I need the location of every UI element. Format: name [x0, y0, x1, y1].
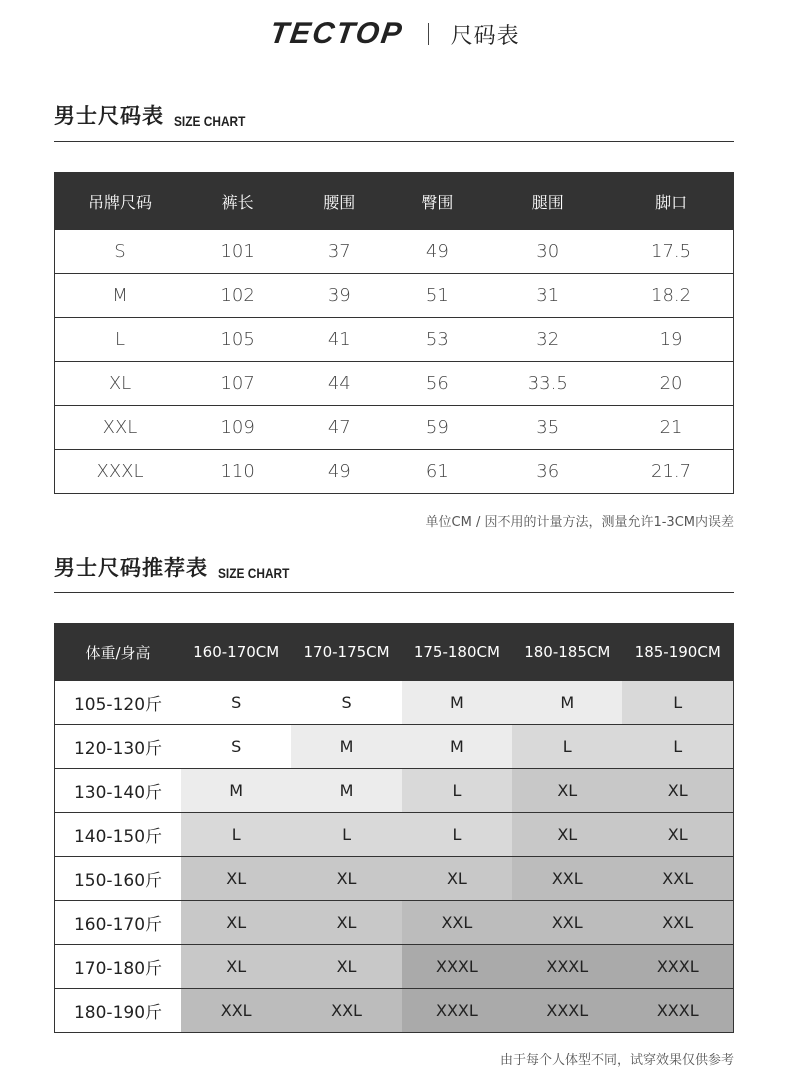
- measurement-cell: 59: [425, 417, 449, 438]
- recommended-size-cell: L: [291, 813, 401, 857]
- weight-range-cell: 150-160斤: [55, 857, 182, 901]
- recommended-size-cell: XL: [622, 813, 733, 857]
- measurement-cell: 109: [220, 417, 255, 438]
- measurement-cell: 53: [425, 329, 449, 350]
- recommend-chart-subtitle: SIZE CHART: [218, 565, 290, 581]
- table-row: [55, 274, 734, 318]
- measurement-cell: 36: [536, 461, 560, 482]
- measurement-cell: 31: [536, 285, 560, 306]
- header-divider: [428, 23, 429, 45]
- measurement-cell: 19: [659, 329, 683, 350]
- recommended-size-cell: XXL: [512, 901, 622, 945]
- recommended-size-cell: L: [181, 813, 291, 857]
- measurement-cell: 102: [220, 285, 255, 306]
- weight-range-cell: 120-130斤: [55, 725, 182, 769]
- page-title: 尺码表: [450, 23, 520, 49]
- size-chart-table: [54, 172, 734, 494]
- recommended-size-cell: XL: [622, 769, 733, 813]
- measurement-cell: 101: [220, 241, 255, 262]
- table-row: [55, 989, 734, 1033]
- measurement-cell: 39: [327, 285, 351, 306]
- recommended-size-cell: XXXL: [402, 945, 512, 989]
- recommended-size-cell: XXL: [291, 989, 401, 1033]
- measurement-cell: 21.7: [651, 461, 692, 482]
- recommend-column-header: 175-180CM: [402, 624, 512, 681]
- weight-range-cell: 140-150斤: [55, 813, 182, 857]
- size-chart-column-header: 腿围: [486, 173, 609, 230]
- recommended-size-cell: XXL: [512, 857, 622, 901]
- recommended-size-cell: XXXL: [512, 945, 622, 989]
- table-row: [55, 769, 734, 813]
- recommended-size-cell: XL: [291, 901, 401, 945]
- table-row: [55, 813, 734, 857]
- measurement-cell: 21: [659, 417, 683, 438]
- size-chart-column-header: 腰围: [290, 173, 388, 230]
- size-chart-header-row: [55, 173, 734, 230]
- recommended-size-cell: M: [402, 725, 512, 769]
- measurement-note: 单位CM / 因不用的计量方法，测量允许1-3CM内误差: [425, 515, 734, 530]
- measurement-cell: 56: [425, 373, 449, 394]
- recommended-size-cell: XL: [512, 769, 622, 813]
- recommended-size-cell: L: [402, 769, 512, 813]
- recommended-size-cell: L: [622, 681, 733, 725]
- measurement-cell: 17.5: [651, 241, 692, 262]
- table-row: [55, 901, 734, 945]
- recommended-size-cell: XXL: [622, 901, 733, 945]
- size-chart-column-header: 臀围: [388, 173, 486, 230]
- measurement-cell: 61: [425, 461, 449, 482]
- table-row: [55, 450, 734, 494]
- recommended-size-cell: M: [291, 725, 401, 769]
- weight-range-cell: 180-190斤: [55, 989, 182, 1033]
- table-row: [55, 406, 734, 450]
- recommended-size-cell: M: [291, 769, 401, 813]
- size-label-cell: M: [112, 285, 128, 306]
- recommend-column-header: 160-170CM: [181, 624, 291, 681]
- recommended-size-cell: L: [512, 725, 622, 769]
- recommend-column-header: 180-185CM: [512, 624, 622, 681]
- table-row: [55, 857, 734, 901]
- measurement-cell: 107: [220, 373, 255, 394]
- recommend-column-header: 185-190CM: [622, 624, 733, 681]
- recommended-size-cell: XXXL: [622, 945, 733, 989]
- size-chart-column-header: 裤长: [185, 173, 290, 230]
- measurement-cell: 41: [327, 329, 351, 350]
- table-row: [55, 725, 734, 769]
- size-label-cell: XL: [108, 373, 132, 394]
- measurement-cell: 32: [536, 329, 560, 350]
- measurement-cell: 51: [425, 285, 449, 306]
- measurement-cell: 30: [536, 241, 560, 262]
- table-row: [55, 230, 734, 274]
- measurement-cell: 49: [327, 461, 351, 482]
- recommend-chart-heading: [54, 552, 302, 582]
- size-chart-column-header: 吊牌尺码: [55, 173, 186, 230]
- recommended-size-cell: L: [622, 725, 733, 769]
- recommended-size-cell: XL: [181, 945, 291, 989]
- recommend-chart-table: [54, 623, 734, 1033]
- size-label-cell: S: [114, 241, 126, 262]
- recommended-size-cell: L: [402, 813, 512, 857]
- measurement-cell: 35: [536, 417, 560, 438]
- size-label-cell: XXL: [102, 417, 138, 438]
- recommended-size-cell: M: [512, 681, 622, 725]
- measurement-cell: 47: [327, 417, 351, 438]
- recommended-size-cell: XL: [402, 857, 512, 901]
- weight-range-cell: 170-180斤: [55, 945, 182, 989]
- table-row: [55, 362, 734, 406]
- recommend-column-header: 170-175CM: [291, 624, 401, 681]
- recommended-size-cell: S: [291, 681, 401, 725]
- recommended-size-cell: XL: [181, 901, 291, 945]
- size-chart-rule: [54, 141, 734, 142]
- recommended-size-cell: XXL: [402, 901, 512, 945]
- recommended-size-cell: XXXL: [402, 989, 512, 1033]
- recommended-size-cell: S: [181, 725, 291, 769]
- recommended-size-cell: XXL: [181, 989, 291, 1033]
- measurement-cell: 110: [220, 461, 255, 482]
- size-chart-subtitle: SIZE CHART: [174, 113, 246, 129]
- size-label-cell: XXXL: [96, 461, 144, 482]
- measurement-cell: 49: [425, 241, 449, 262]
- size-label-cell: L: [114, 329, 126, 350]
- measurement-cell: 33.5: [527, 373, 568, 394]
- measurement-cell: 105: [220, 329, 255, 350]
- weight-range-cell: 105-120斤: [55, 681, 182, 725]
- recommended-size-cell: M: [181, 769, 291, 813]
- recommend-column-header: 体重/身高: [55, 624, 182, 681]
- recommended-size-cell: XXL: [622, 857, 733, 901]
- table-row: [55, 681, 734, 725]
- measurement-cell: 37: [327, 241, 351, 262]
- size-chart-title: 男士尺码表: [54, 104, 164, 128]
- page-header: [0, 14, 790, 54]
- weight-range-cell: 130-140斤: [55, 769, 182, 813]
- measurement-cell: 18.2: [651, 285, 692, 306]
- recommended-size-cell: XL: [291, 945, 401, 989]
- table-row: [55, 318, 734, 362]
- recommended-size-cell: XL: [181, 857, 291, 901]
- brand-logo: TECTOP: [268, 17, 406, 50]
- measurement-cell: 20: [659, 373, 683, 394]
- fit-disclaimer: 由于每个人体型不同，试穿效果仅供参考: [499, 1053, 734, 1068]
- recommend-chart-rule: [54, 592, 734, 593]
- recommend-chart-title: 男士尺码推荐表: [54, 556, 208, 580]
- recommended-size-cell: M: [402, 681, 512, 725]
- recommended-size-cell: S: [181, 681, 291, 725]
- recommend-chart-header-row: [55, 624, 734, 681]
- recommended-size-cell: XL: [512, 813, 622, 857]
- size-chart-heading: [54, 100, 258, 130]
- measurement-cell: 44: [327, 373, 351, 394]
- recommended-size-cell: XXXL: [622, 989, 733, 1033]
- size-chart-column-header: 脚口: [609, 173, 733, 230]
- recommended-size-cell: XL: [291, 857, 401, 901]
- recommended-size-cell: XXXL: [512, 989, 622, 1033]
- table-row: [55, 945, 734, 989]
- weight-range-cell: 160-170斤: [55, 901, 182, 945]
